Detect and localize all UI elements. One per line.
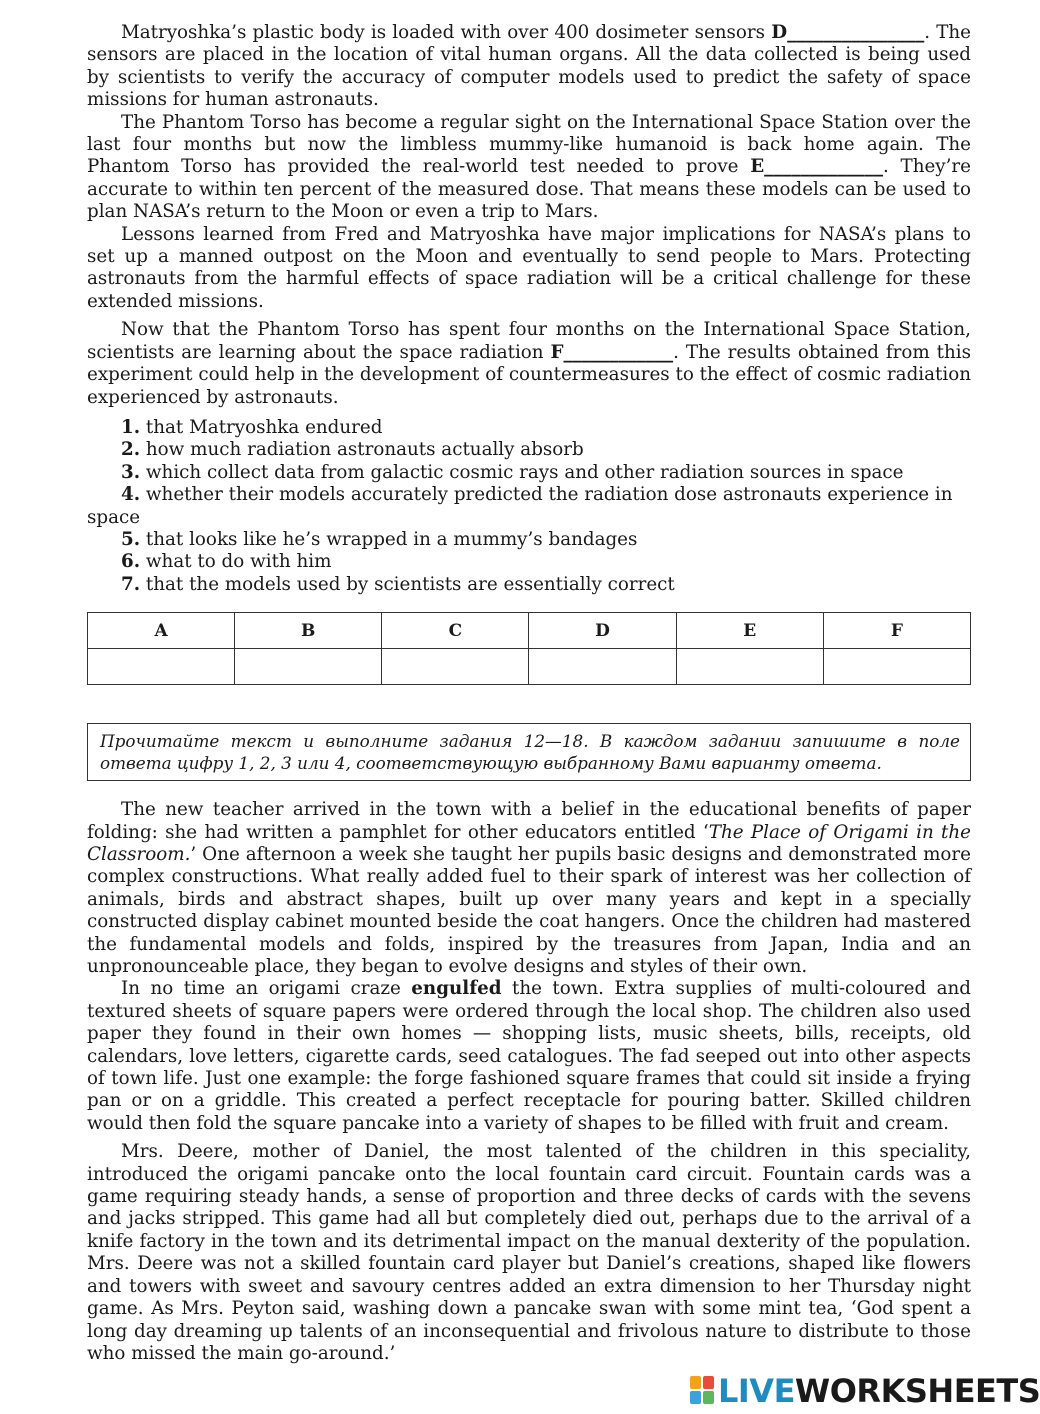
answer-cell-a[interactable] xyxy=(88,649,235,685)
liveworksheets-logo[interactable] xyxy=(690,1372,1040,1410)
text1-paragraph-2: The Phantom Torso has become a regular sight on the International Space Station over the last four months but now the limbless mummy-like humanoid is back home again. The Phantom Torso has provided the real-world test needed to prove E_____________. They’re accurate to within ten percent of the measured dose. That means these models can be used to plan NASA’s return to the Moon or even a trip to Mars. xyxy=(87,111,971,223)
logo-text-worksheets: WORKSHEETS xyxy=(794,1372,1040,1410)
text1-paragraph-4: Now that the Phantom Torso has spent four months on the International Space Station, scientists are learning about the space radiation F____________. The results obtained from this experiment could help in the development of countermeasures to the effect of cosmic radiation experienced by astronauts. xyxy=(87,319,971,408)
answer-table xyxy=(87,612,971,685)
highlighted-word: engulfed xyxy=(411,978,502,1000)
gap-e: E_____________ xyxy=(750,156,883,178)
answer-cell-d[interactable] xyxy=(529,649,676,685)
option-2: 2. how much radiation astronauts actually absorb xyxy=(121,439,584,461)
pamphlet-title: The Place of Origami in the Classroom. xyxy=(87,821,971,865)
answer-header-b: B xyxy=(235,613,382,649)
worksheet-page xyxy=(87,22,971,1365)
answer-cell-f[interactable] xyxy=(823,649,970,685)
option-4: 4. whether their models accurately predicted the radiation dose astronauts experience in space xyxy=(87,484,953,528)
option-1: 1. that Matryoshka endured xyxy=(121,416,383,438)
options-list xyxy=(87,417,971,596)
logo-text-live: LIVE xyxy=(718,1372,795,1410)
text2 xyxy=(87,799,971,1365)
instruction-box: Прочитайте текст и выполните задания 12—18. В каждом задании запишите в поле ответа цифру 1, 2, 3 или 4, соответствующую выбранному Вами варианту ответа. xyxy=(87,723,971,781)
answer-cell-c[interactable] xyxy=(382,649,529,685)
text2-paragraph-1: The new teacher arrived in the town with a belief in the educational benefits of paper folding: she had written a pamphlet for other educators entitled ‘The Place of Origami in the Classroom.’ One afternoon a week she taught her pupils basic designs and demonstrated more complex constructions. What really added fuel to their spark of interest was her collection of animals, birds and abstract shapes, built up over many years and kept in a specially constructed display cabinet mounted beside the coat hangers. Once the children had mastered the fundamental models and folds, inspired by the treasures from Japan, India and an unpronounceable place, they began to evolve designs and styles of their own. xyxy=(87,799,971,977)
answer-header-f: F xyxy=(823,613,970,649)
text1-paragraph-3: Lessons learned from Fred and Matryoshka have major implications for NASA’s plans to set up a manned outpost on the Moon and eventually to send people to Mars. Protecting astronauts from the harmful effects of space radiation will be a critical challenge for these extended missions. xyxy=(87,223,971,312)
gap-d: D_______________ xyxy=(771,22,925,43)
gap-f: F____________ xyxy=(550,341,674,363)
answer-header-d: D xyxy=(529,613,676,649)
answer-header-c: C xyxy=(382,613,529,649)
text2-paragraph-2: In no time an origami craze engulfed the town. Extra supplies of multi-coloured and textured sheets of square papers were ordered through the local shop. The children also used paper they found in their own homes — shopping lists, music sheets, bills, receipts, old calendars, love letters, cigarette cards, seed catalogues. The fad seeped out into other aspects of town life. Just one example: the forge fashioned square frames that could sit inside a frying pan or on a griddle. This created a perfect receptacle for pouring batter. Skilled children would then fold the square pancake into a variety of shapes to be filled with fruit and cream. xyxy=(87,978,971,1134)
answer-table-input-row xyxy=(88,649,971,685)
text1-paragraph-1: Matryoshka’s plastic body is loaded with over 400 dosimeter sensors D_______________. The sensors are placed in the location of vital human organs. All the data collected is being used by scientists to verify the accuracy of computer models used to predict the safety of space missions for human astronauts. xyxy=(87,22,971,111)
answer-header-e: E xyxy=(676,613,823,649)
option-3: 3. which collect data from galactic cosmic rays and other radiation sources in space xyxy=(121,461,904,483)
answer-cell-e[interactable] xyxy=(676,649,823,685)
answer-table-header-row xyxy=(88,613,971,649)
option-7: 7. that the models used by scientists are essentially correct xyxy=(121,573,675,595)
option-6: 6. what to do with him xyxy=(121,551,332,573)
answer-cell-b[interactable] xyxy=(235,649,382,685)
answer-header-a: A xyxy=(88,613,235,649)
liveworksheets-logo-icon xyxy=(690,1376,716,1406)
text2-paragraph-3: Mrs. Deere, mother of Daniel, the most talented of the children in this speciality, introduced the origami pancake onto the local fountain card circuit. Fountain cards was a game requiring steady hands, a sense of proportion and three decks of cards with the sevens and jacks stripped. This game had all but completely died out, perhaps due to the arrival of a knife factory in the town and its detrimental impact on the manual dexterity of the population. Mrs. Deere was not a skilled fountain card player but Daniel’s creations, shaped like flowers and towers with sweet and savoury centres added an extra dimension to her Thursday night game. As Mrs. Peyton said, washing down a pancake swan with some mint tea, ‘God spent a long day dreaming up talents of an inconsequential and frivolous nature to distribute to those who missed the main go-around.’ xyxy=(87,1141,971,1364)
option-5: 5. that looks like he’s wrapped in a mummy’s bandages xyxy=(121,528,638,550)
